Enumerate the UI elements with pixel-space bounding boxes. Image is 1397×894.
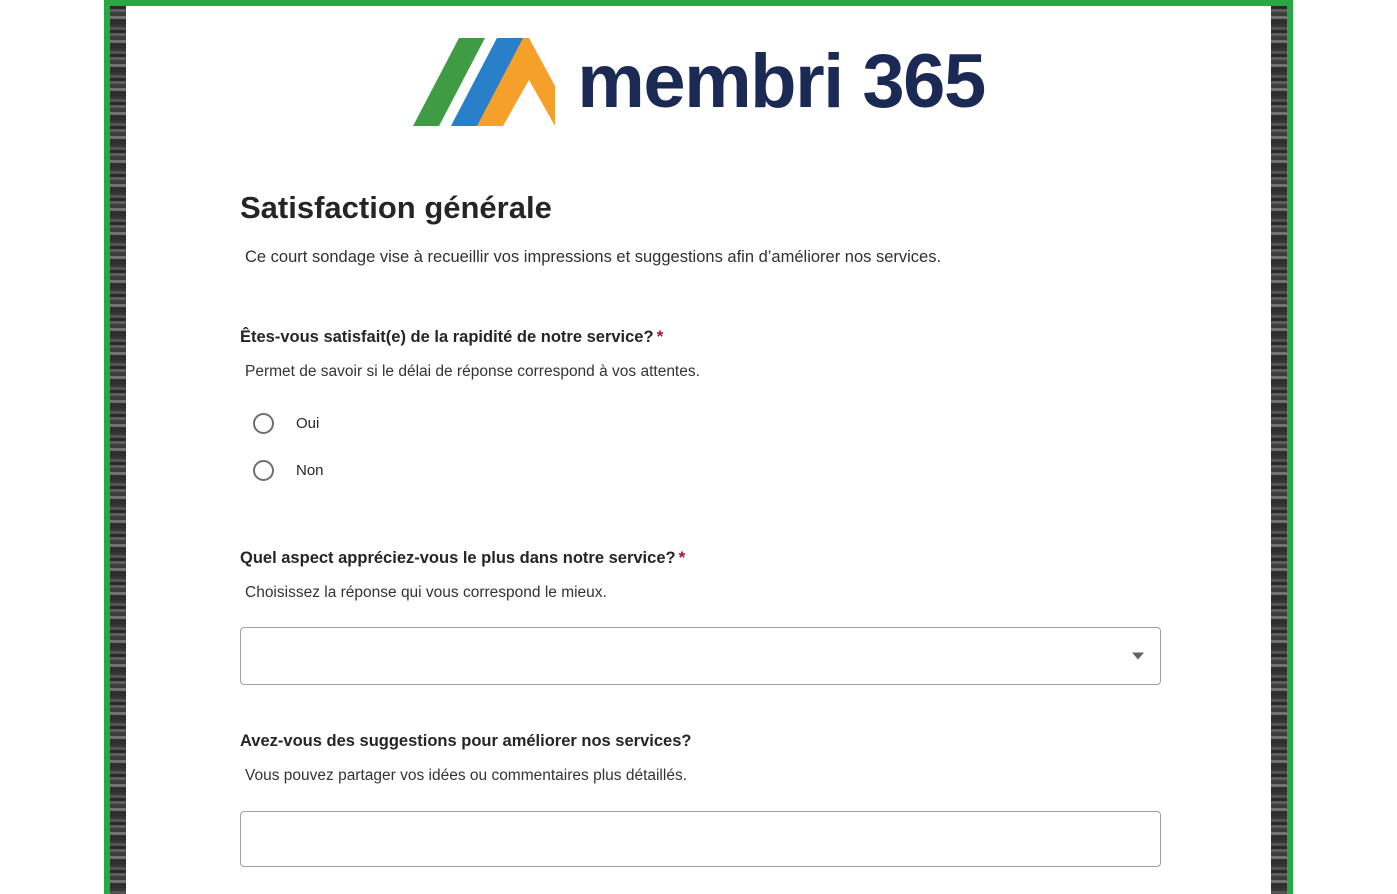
question-rapidite bbox=[240, 327, 1193, 490]
question-aspect bbox=[240, 548, 1193, 685]
membri-logo-icon bbox=[413, 36, 555, 128]
radio-group-rapidite bbox=[240, 403, 1193, 490]
question-suggestions-text: Avez-vous des suggestions pour améliorer nos services? bbox=[240, 732, 692, 750]
radio-button-icon[interactable] bbox=[253, 460, 274, 481]
radio-option-non-label: Non bbox=[296, 461, 324, 479]
question-rapidite-help: Permet de savoir si le délai de réponse correspond à vos attentes. bbox=[245, 363, 700, 380]
question-aspect-help: Choisissez la réponse qui vous correspond le mieux. bbox=[245, 584, 607, 601]
question-rapidite-label bbox=[240, 327, 1193, 347]
question-rapidite-text: Êtes-vous satisfait(e) de la rapidité de notre service? bbox=[240, 328, 654, 346]
radio-option-oui-label: Oui bbox=[296, 414, 320, 432]
form-description: Ce court sondage vise à recueillir vos impressions et suggestions afin d’améliorer nos services. bbox=[245, 248, 942, 266]
question-suggestions-help: Vous pouvez partager vos idées ou commentaires plus détaillés. bbox=[245, 767, 687, 784]
question-suggestions bbox=[240, 732, 1193, 867]
required-indicator: * bbox=[656, 327, 664, 346]
radio-button-icon[interactable] bbox=[253, 413, 274, 434]
chevron-down-icon[interactable] bbox=[1132, 653, 1144, 660]
survey-sheet bbox=[127, 6, 1271, 894]
suggestions-textarea[interactable] bbox=[240, 811, 1161, 867]
brand-name: membri 365 bbox=[577, 39, 985, 124]
brand-header bbox=[127, 6, 1271, 128]
required-indicator: * bbox=[678, 548, 686, 567]
question-aspect-label bbox=[240, 548, 1193, 568]
left-background-texture bbox=[104, 0, 126, 894]
question-suggestions-label bbox=[240, 732, 1193, 751]
survey-form bbox=[127, 190, 1271, 867]
page-title: Satisfaction générale bbox=[240, 190, 552, 225]
right-background-texture bbox=[1271, 0, 1293, 894]
question-aspect-text: Quel aspect appréciez-vous le plus dans notre service? bbox=[240, 549, 676, 567]
aspect-select[interactable] bbox=[240, 627, 1161, 685]
radio-option-oui[interactable] bbox=[253, 403, 1193, 443]
radio-option-non[interactable] bbox=[253, 450, 1193, 490]
